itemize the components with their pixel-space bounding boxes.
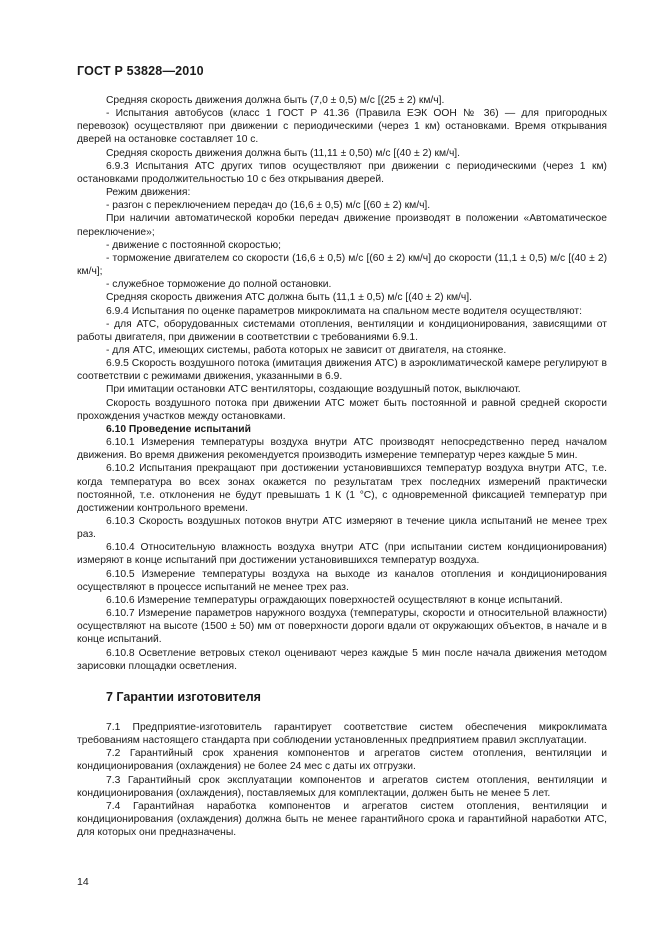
paragraph: 7.3 Гарантийный срок эксплуатации компонентов и агрегатов систем отопления, вентиляции и кондиционирования (охлаждения), поставляемых для комплектации, должен быть не менее 5 лет. [77, 774, 607, 799]
paragraph: Скорость воздушного потока при движении АТС может быть постоянной и равной средней скорости прохождения участков между остановками. [77, 397, 607, 422]
paragraph: 6.10.2 Испытания прекращают при достижении установившихся температур воздуха внутри АТС, т.е. когда температура во всех зонах окажется по результатам трех последних измерений практически постоянной, т.е. отклонения не будут превышать 1 К (1 °C), с одновременной фиксацией температур при достижении контрольного времени. [77, 463, 607, 514]
paragraph: 6.10.6 Измерение температуры ограждающих поверхностей осуществляют в конце испытаний. [106, 594, 563, 606]
document-header: ГОСТ Р 53828—2010 [77, 64, 204, 78]
paragraph: - движение с постоянной скоростью; [106, 239, 281, 251]
paragraph: 7.2 Гарантийный срок хранения компонентов и агрегатов систем отопления, вентиляции и кондиционирования (охлаждения) не более 24 мес с даты их отгрузки. [77, 748, 607, 773]
paragraph: - торможение двигателем со скорости (16,6 ± 0,5) м/с [(60 ± 2) км/ч] до скорости (11,1 ± 0,5) м/с [(40 ± 2) км/ч]; [77, 252, 607, 278]
paragraph: 6.9.5 Скорость воздушного потока (имитация движения АТС) в аэроклиматической камере регулируют в соответствии с режимами движения, указанными в 6.9. [77, 358, 607, 383]
paragraph: - Испытания автобусов (класс 1 ГОСТ Р 41.36 (Правила ЕЭК ООН № 36) — для пригородных перевозок) осуществляют при движении с периодическими (через 1 км) остановками. Время открывания дверей на остановке составляет 10 с. [77, 108, 607, 146]
section-heading: 7 Гарантии изготовителя [106, 689, 261, 704]
paragraph: 6.9.3 Испытания АТС других типов осуществляют при движении с периодическими (через 1 км) остановками продолжительностью 10 с без открывания дверей. [77, 160, 607, 185]
paragraph: При наличии автоматической коробки передач движение производят в положении «Автоматическое переключение»; [77, 213, 607, 238]
paragraph: 7.4 Гарантийная наработка компонентов и агрегатов систем отопления, вентиляции и кондиционирования (охлаждения) должна быть не менее гарантийного срока и гарантийной наработки АТС, для которых они предназначены. [77, 800, 607, 839]
paragraph: При имитации остановки АТС вентиляторы, создающие воздушный поток, выключают. [106, 384, 521, 396]
paragraph: Режим движения: [106, 187, 191, 199]
page-number: 14 [77, 876, 89, 888]
paragraph: Средняя скорость движения АТС должна быть (11,1 ± 0,5) м/с [(40 ± 2) км/ч]. [106, 292, 472, 304]
paragraph: 6.10.5 Измерение температуры воздуха на выходе из каналов отопления и кондиционирования осуществляют в процессе испытаний не менее трех раз. [77, 568, 607, 593]
paragraph: - разгон с переключением передач до (16,6 ± 0,5) м/с [(60 ± 2) км/ч]. [106, 200, 431, 212]
paragraph: - служебное торможение до полной остановки. [106, 279, 332, 291]
document-body [77, 94, 607, 839]
paragraph: 7.1 Предприятие-изготовитель гарантирует соответствие систем обеспечения микроклимата требованиям настоящего стандарта при соблюдении установленных предприятием правил эксплуатации. [77, 721, 607, 747]
paragraph: 6.10.8 Осветление ветровых стекол оценивают через каждые 5 мин после начала движения методом зарисовки площадки осветления. [77, 647, 607, 672]
paragraph: - для АТС, оборудованных системами отопления, вентиляции и кондиционирования, зависящими от работы двигателя, при движении в соответствии с требованиями 6.9.1. [77, 318, 607, 343]
paragraph: Средняя скорость движения должна быть (11,11 ± 0,50) м/с [(40 ± 2) км/ч]. [106, 147, 461, 159]
paragraph: 6.10.4 Относительную влажность воздуха внутри АТС (при испытании систем кондиционирования) измеряют в конце испытаний при достижении установившихся температур воздуха. [77, 542, 607, 567]
paragraph: 6.10.1 Измерения температуры воздуха внутри АТС производят непосредственно перед началом движения. Во время движения рекомендуется производить измерение температур через каждые 5 мин. [77, 437, 607, 462]
paragraph: - для АТС, имеющих системы, работа которых не зависит от двигателя, на стоянке. [106, 344, 507, 356]
paragraph: 6.10.3 Скорость воздушных потоков внутри АТС измеряют в течение цикла испытаний не менее трех раз. [77, 516, 607, 541]
subsection-heading: 6.10 Проведение испытаний [106, 423, 251, 435]
paragraph: 6.10.7 Измерение параметров наружного воздуха (температуры, скорости и относительной влажности) осуществляют на высоте (1500 ± 50) мм от поверхности дороги вдали от окружающих объектов, в начале и в конце испытаний. [77, 608, 607, 646]
paragraph: 6.9.4 Испытания по оценке параметров микроклимата на спальном месте водителя осуществляют: [106, 305, 582, 317]
paragraph: Средняя скорость движения должна быть (7,0 ± 0,5) м/с [(25 ± 2) км/ч]. [106, 95, 445, 106]
